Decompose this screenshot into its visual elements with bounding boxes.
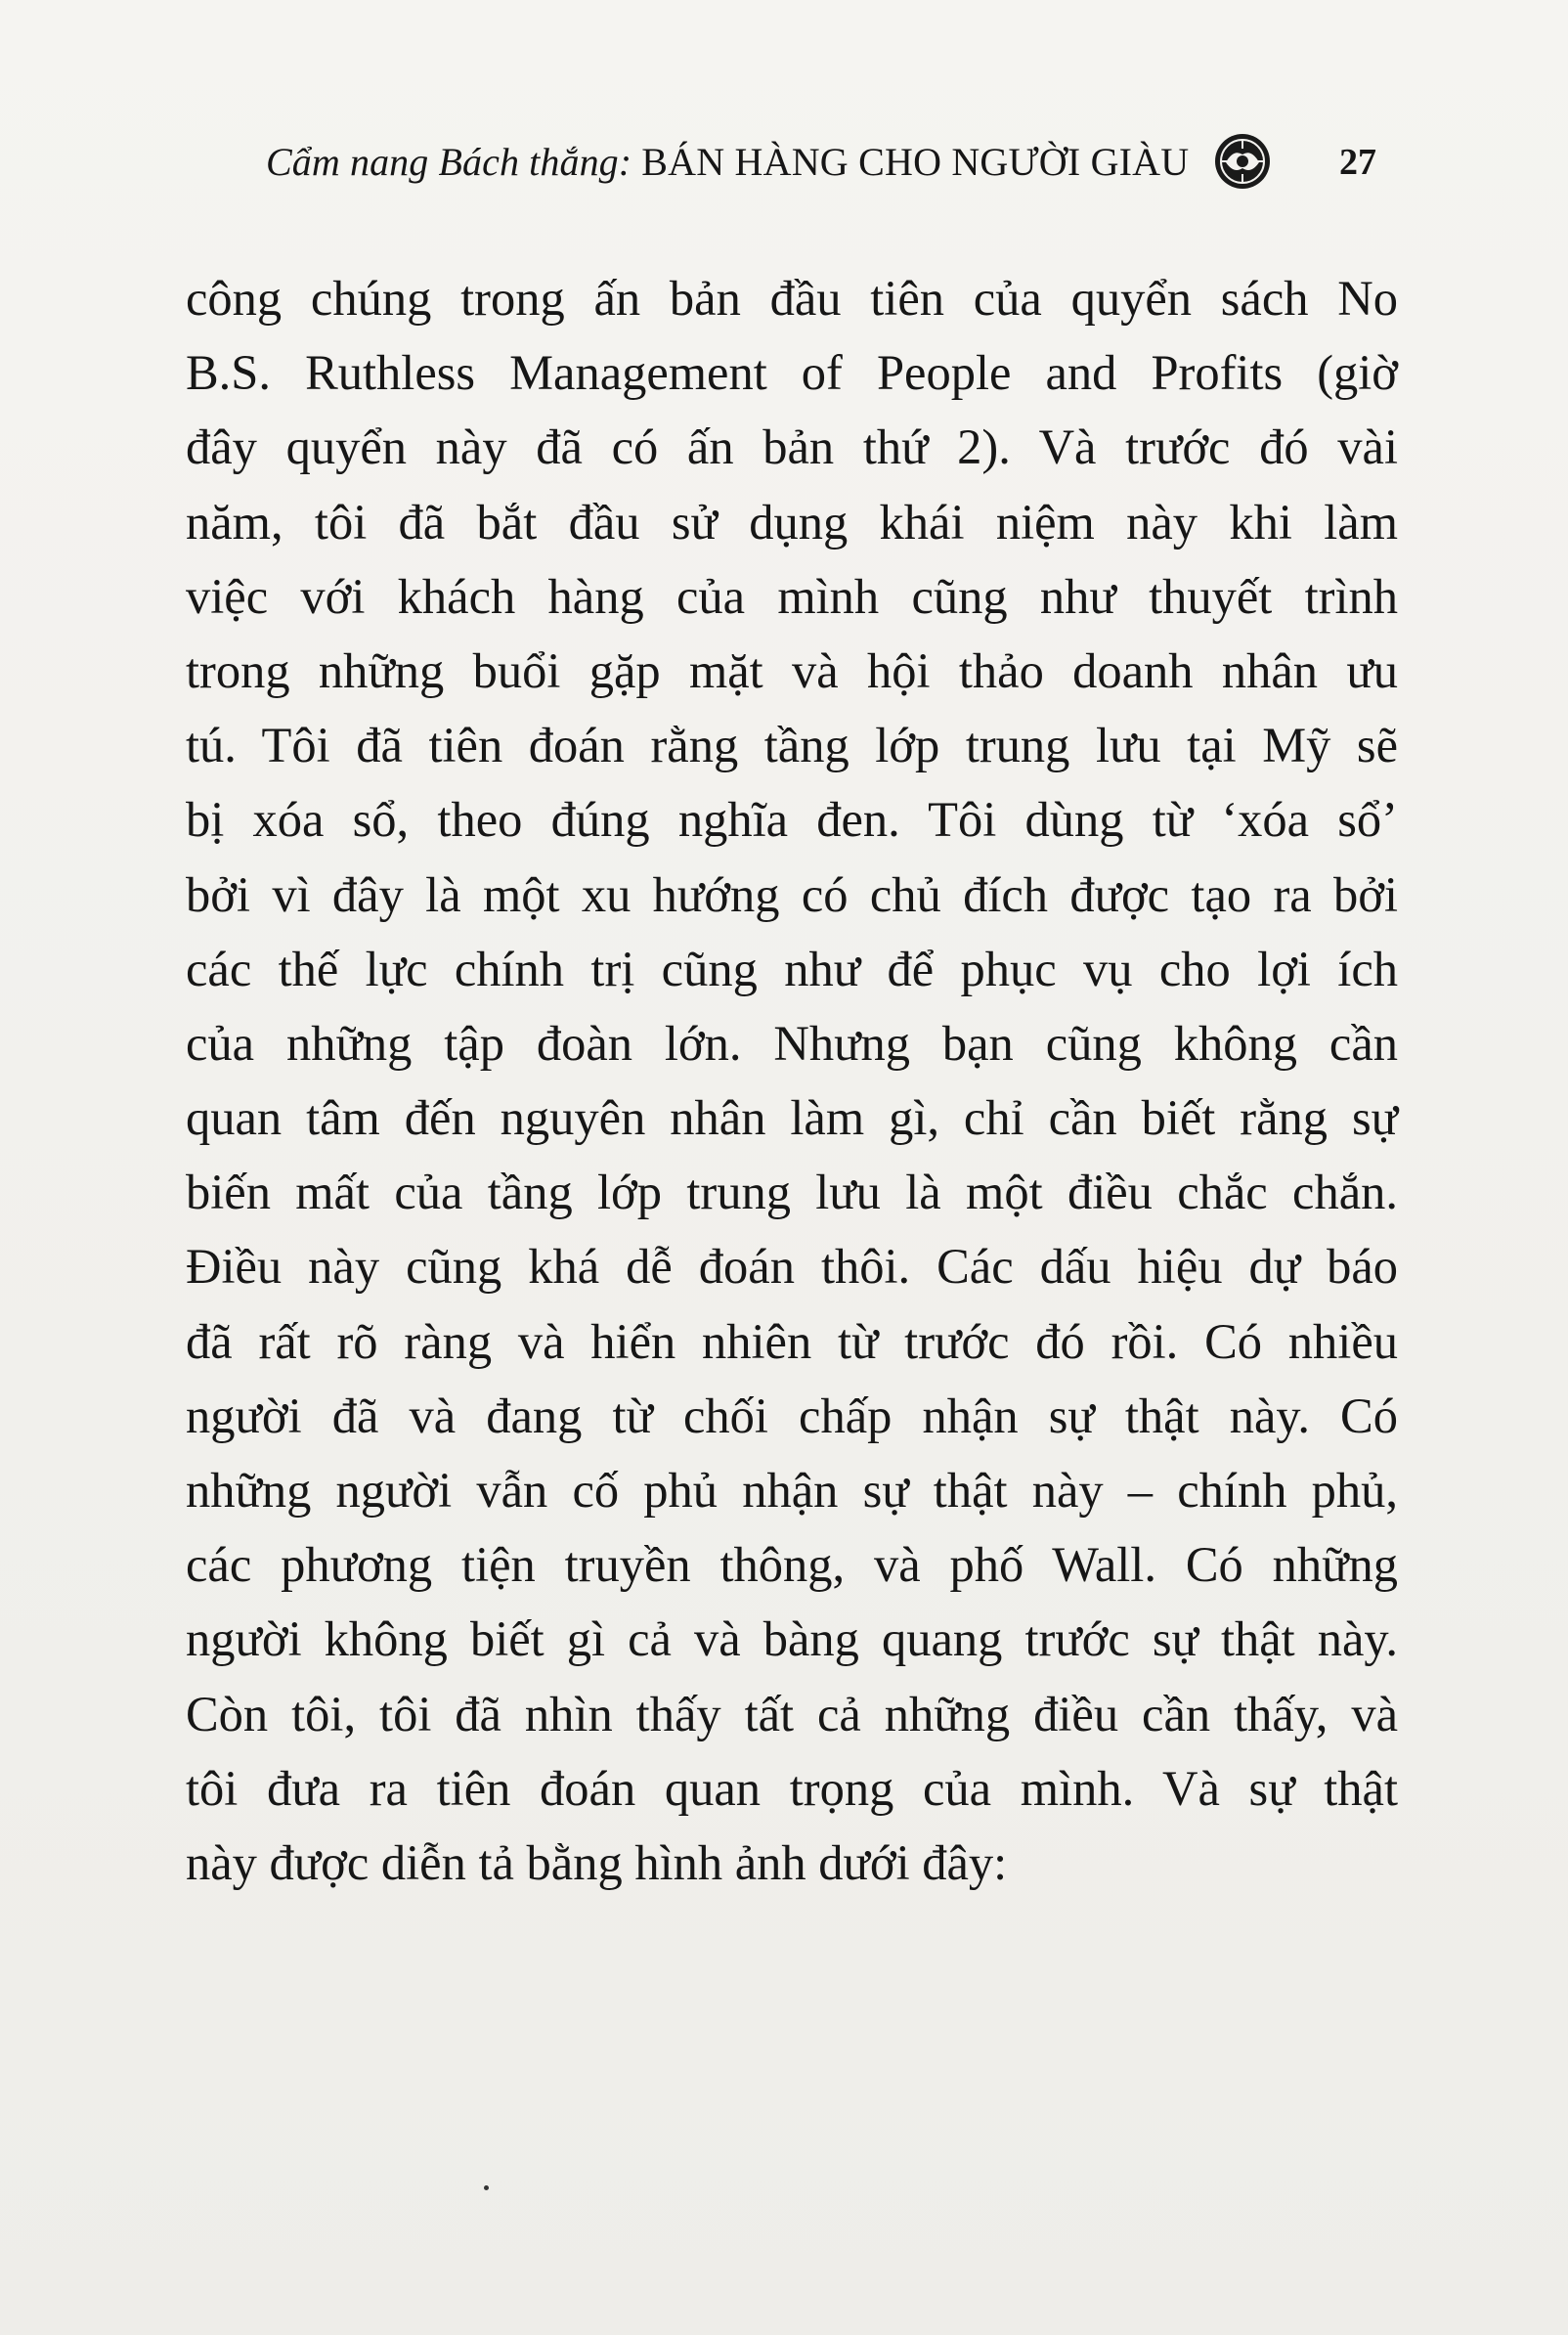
text-line: đây quyển này đã có ấn bản thứ 2). Và trước đó vài xyxy=(186,419,1398,475)
running-head-book-title: BÁN HÀNG CHO NGƯỜI GIÀU xyxy=(641,140,1190,184)
text-line: quan tâm đến nguyên nhân làm gì, chỉ cần biết rằng sự xyxy=(186,1090,1398,1146)
running-head-series: Cẩm nang Bách thắng: xyxy=(266,140,632,184)
text-line: Còn tôi, tôi đã nhìn thấy tất cả những điều cần thấy, và xyxy=(186,1686,1398,1741)
text-line: việc với khách hàng của mình cũng như thuyết trình xyxy=(186,568,1398,624)
publisher-emblem-icon xyxy=(1212,131,1273,192)
text-line: biến mất của tầng lớp trung lưu là một điều chắc chắn. xyxy=(186,1165,1398,1220)
text-line: người đã và đang từ chối chấp nhận sự thật này. Có xyxy=(186,1388,1398,1443)
text-line: công chúng trong ấn bản đầu tiên của quyển sách No xyxy=(186,271,1398,326)
text-line: trong những buổi gặp mặt và hội thảo doanh nhân ưu xyxy=(186,642,1398,698)
ink-speck xyxy=(484,2185,489,2190)
text-line: những người vẫn cố phủ nhận sự thật này – chính phủ, xyxy=(186,1463,1398,1518)
text-line-last: này được diễn tả bằng hình ảnh dưới đây: xyxy=(186,1834,1008,1890)
text-line: đã rất rõ ràng và hiển nhiên từ trước đó rồi. Có nhiều xyxy=(186,1313,1398,1369)
text-line: tú. Tôi đã tiên đoán rằng tầng lớp trung lưu tại Mỹ sẽ xyxy=(186,718,1398,773)
text-line: bởi vì đây là một xu hướng có chủ đích được tạo ra bởi xyxy=(186,866,1398,922)
page-number: 27 xyxy=(1339,142,1376,183)
text-line: tôi đưa ra tiên đoán quan trọng của mình. Và sự thật xyxy=(186,1760,1398,1816)
body-text xyxy=(186,261,1398,1900)
running-head-title xyxy=(266,139,1189,186)
text-line: các thế lực chính trị cũng như để phục vụ cho lợi ích xyxy=(186,941,1398,996)
text-line: bị xóa sổ, theo đúng nghĩa đen. Tôi dùng từ ‘xóa sổ’ xyxy=(186,792,1398,848)
running-head xyxy=(266,127,1380,196)
text-line: của những tập đoàn lớn. Nhưng bạn cũng không cần xyxy=(186,1015,1398,1071)
text-line: năm, tôi đã bắt đầu sử dụng khái niệm này khi làm xyxy=(186,494,1398,550)
text-line: B.S. Ruthless Management of People and Profits (giờ xyxy=(186,345,1398,401)
text-line: Điều này cũng khá dễ đoán thôi. Các dấu hiệu dự báo xyxy=(186,1239,1398,1295)
text-line: các phương tiện truyền thông, và phố Wall. Có những xyxy=(186,1537,1398,1593)
text-line: người không biết gì cả và bàng quang trước sự thật này. xyxy=(186,1611,1398,1667)
